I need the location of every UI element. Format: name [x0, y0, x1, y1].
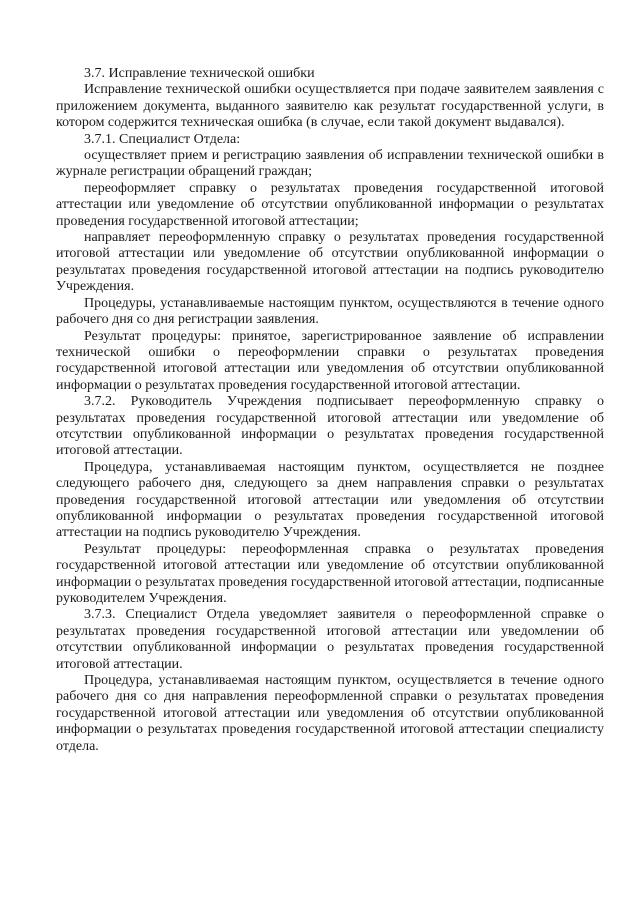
paragraph: переоформляет справку о результатах проведения государственной итоговой аттестации или уведомление об отсутствии опубликованной информации о результатах проведения государственной итоговой аттестации; — [56, 180, 604, 229]
paragraph: Процедура, устанавливаемая настоящим пунктом, осуществляется в течение одного рабочего дня со дня направления переоформленной справки о результатах проведения государственной итоговой аттестации или уведомления об отсутствии опубликованной информации о результатах проведения государственной итоговой аттестации специалисту отдела. — [56, 673, 604, 754]
paragraph: Результат процедуры: принятое, зарегистрированное заявление об исправлении технической ошибки о переоформлении справки о результатах проведения государственной итоговой аттестации или уведомления об отсутствии опубликованной информации о результатах проведения государственной итоговой аттестации. — [56, 328, 604, 393]
paragraph: направляет переоформленную справку о результатах проведения государственной итоговой аттестации или уведомление об отсутствии опубликованной информации о результатах проведения государственной итоговой аттестации на подпись руководителю Учреждения. — [56, 230, 604, 295]
subsection-paragraph: 3.7.2. Руководитель Учреждения подписывает переоформленную справку о результатах проведения государственной итоговой аттестации или уведомление об отсутствии опубликованной информации о результатах проведения государственной итоговой аттестации. — [56, 394, 604, 459]
subsection-heading: 3.7.1. Специалист Отдела: — [84, 131, 241, 147]
paragraph: Исправление технической ошибки осуществляется при подаче заявителем заявления с приложением документа, выданного заявителю как результат государственной услуги, в котором содержится техническая ошибка (в случае, если такой документ выдавался). — [56, 82, 604, 131]
paragraph: Результат процедуры: переоформленная справка о результатах проведения государственной итоговой аттестации или уведомление об отсутствии опубликованной информации о результатах проведения государственной итоговой аттестации, подписанные руководителем Учреждения. — [56, 541, 604, 606]
paragraph: Процедура, устанавливаемая настоящим пунктом, осуществляется не позднее следующего рабочего дня, следующего за днем направления справки о результатах проведения государственной итоговой аттестации или уведомления об отсутствии опубликованной информации о результатах проведения государственной итоговой аттестации на подпись руководителю Учреждения. — [56, 459, 604, 541]
document-body — [56, 66, 604, 755]
paragraph: осуществляет прием и регистрацию заявления об исправлении технической ошибки в журнале регистрации обращений граждан; — [56, 148, 604, 180]
paragraph: Процедуры, устанавливаемые настоящим пунктом, осуществляются в течение одного рабочего дня со дня регистрации заявления. — [56, 295, 604, 328]
subsection-paragraph: 3.7.3. Специалист Отдела уведомляет заявителя о переоформленной справке о результатах проведения государственной итоговой аттестации или уведомлении об отсутствии опубликованной информации о результатах проведения государственной итоговой аттестации. — [56, 607, 604, 672]
section-heading: 3.7. Исправление технической ошибки — [84, 66, 315, 81]
